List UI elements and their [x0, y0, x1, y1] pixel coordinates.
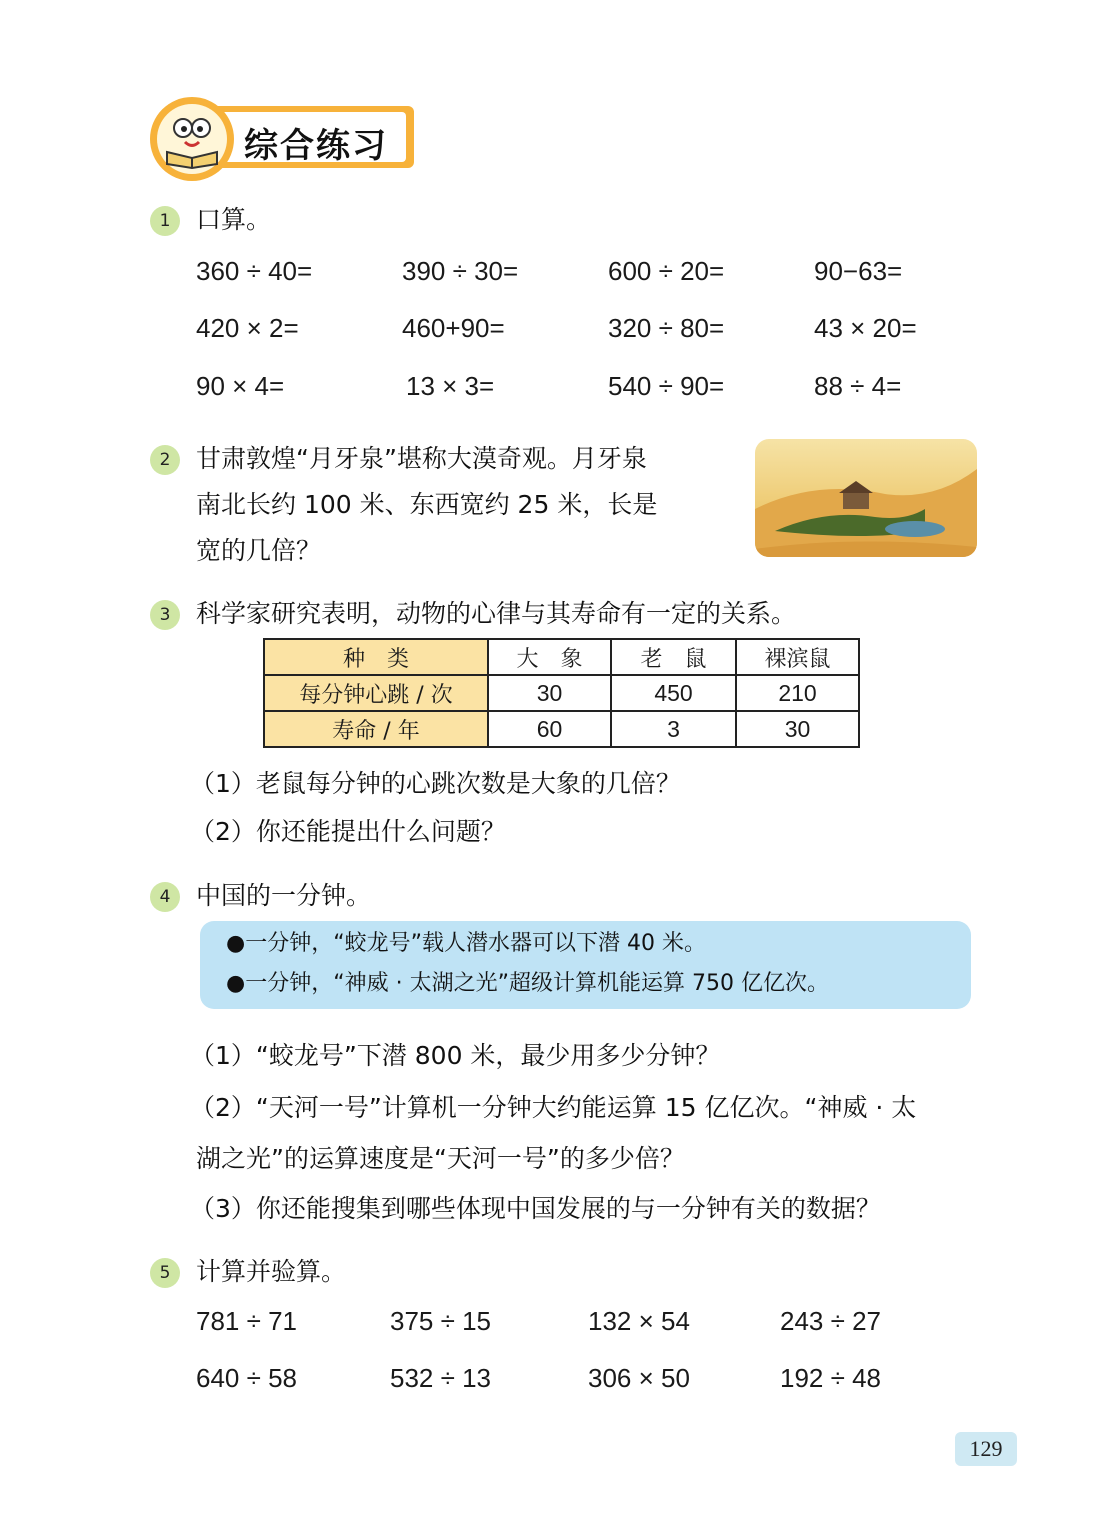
q5-expr: 243 ÷ 27: [780, 1306, 882, 1336]
q5-expr: 532 ÷ 13: [390, 1363, 492, 1393]
question-number-1: 1: [150, 206, 180, 236]
table-header-cell: 裸滨鼠: [736, 639, 859, 675]
table-cell: 30: [736, 711, 859, 747]
q4-fact: ●一分钟，“蛟龙号”载人潜水器可以下潜 40 米。: [226, 931, 706, 956]
q1-expr: 90 × 4=: [196, 371, 285, 401]
page-number: 129: [955, 1432, 1017, 1466]
q1-expr: 600 ÷ 20=: [608, 256, 725, 286]
question-number-4: 4: [150, 882, 180, 912]
q2-line: 宽的几倍？: [196, 536, 322, 565]
q1-title: 口算。: [196, 205, 272, 234]
q4-sub-question: （2）“天河一号”计算机一分钟大约能运算 15 亿亿次。“神威 · 太: [190, 1093, 917, 1122]
table-header-cell: 种 类: [264, 639, 488, 675]
q4-sub-question: （1）“蛟龙号”下潜 800 米，最少用多少分钟？: [190, 1041, 721, 1070]
q1-expr: 13 × 3=: [406, 371, 495, 401]
table-cell: 60: [488, 711, 611, 747]
table-cell: 3: [611, 711, 736, 747]
q4-title: 中国的一分钟。: [196, 881, 372, 910]
q3-sub-question: （1）老鼠每分钟的心跳次数是大象的几倍？: [190, 769, 681, 798]
q1-expr: 540 ÷ 90=: [608, 371, 725, 401]
q4-fact: ●一分钟，“神威 · 太湖之光”超级计算机能运算 750 亿亿次。: [226, 971, 829, 996]
q5-expr: 640 ÷ 58: [196, 1363, 298, 1393]
page-title: 综合练习: [244, 126, 388, 166]
q1-expr: 460+90=: [402, 313, 505, 343]
table-cell: 210: [736, 675, 859, 711]
q1-expr: 390 ÷ 30=: [402, 256, 519, 286]
q1-expr: 88 ÷ 4=: [814, 371, 902, 401]
q1-expr: 320 ÷ 80=: [608, 313, 725, 343]
heart-rate-table: [263, 638, 860, 748]
table-cell: 30: [488, 675, 611, 711]
question-number-5: 5: [150, 1258, 180, 1288]
table-row: [264, 675, 859, 711]
table-header-cell: 大 象: [488, 639, 611, 675]
q1-expr: 420 × 2=: [196, 313, 299, 343]
book-mascot-icon: [157, 104, 227, 174]
q4-sub-question: （3）你还能搜集到哪些体现中国发展的与一分钟有关的数据？: [190, 1194, 881, 1223]
table-header-cell: 老 鼠: [611, 639, 736, 675]
q1-expr: 43 × 20=: [814, 313, 917, 343]
q5-expr: 375 ÷ 15: [390, 1306, 492, 1336]
q4-sub-question: 湖之光”的运算速度是“天河一号”的多少倍？: [196, 1144, 685, 1173]
q1-expr: 360 ÷ 40=: [196, 256, 313, 286]
question-number-3: 3: [150, 600, 180, 630]
q3-sub-question: （2）你还能提出什么问题？: [190, 817, 506, 846]
q5-expr: 132 × 54: [588, 1306, 690, 1336]
q5-expr: 192 ÷ 48: [780, 1363, 882, 1393]
table-cell: 450: [611, 675, 736, 711]
crescent-spring-photo: [755, 439, 977, 557]
q5-expr: 306 × 50: [588, 1363, 690, 1393]
q5-expr: 781 ÷ 71: [196, 1306, 298, 1336]
q5-title: 计算并验算。: [196, 1257, 347, 1286]
table-row-label: 每分钟心跳 / 次: [264, 675, 488, 711]
table-row: [264, 639, 859, 675]
q2-line: 甘肃敦煌“月牙泉”堪称大漠奇观。月牙泉: [196, 444, 647, 473]
q1-expr: 90−63=: [814, 256, 903, 286]
q3-title: 科学家研究表明，动物的心律与其寿命有一定的关系。: [196, 599, 797, 628]
question-number-2: 2: [150, 445, 180, 475]
table-row-label: 寿命 / 年: [264, 711, 488, 747]
q2-line: 南北长约 100 米、东西宽约 25 米，长是: [196, 490, 658, 519]
table-row: [264, 711, 859, 747]
